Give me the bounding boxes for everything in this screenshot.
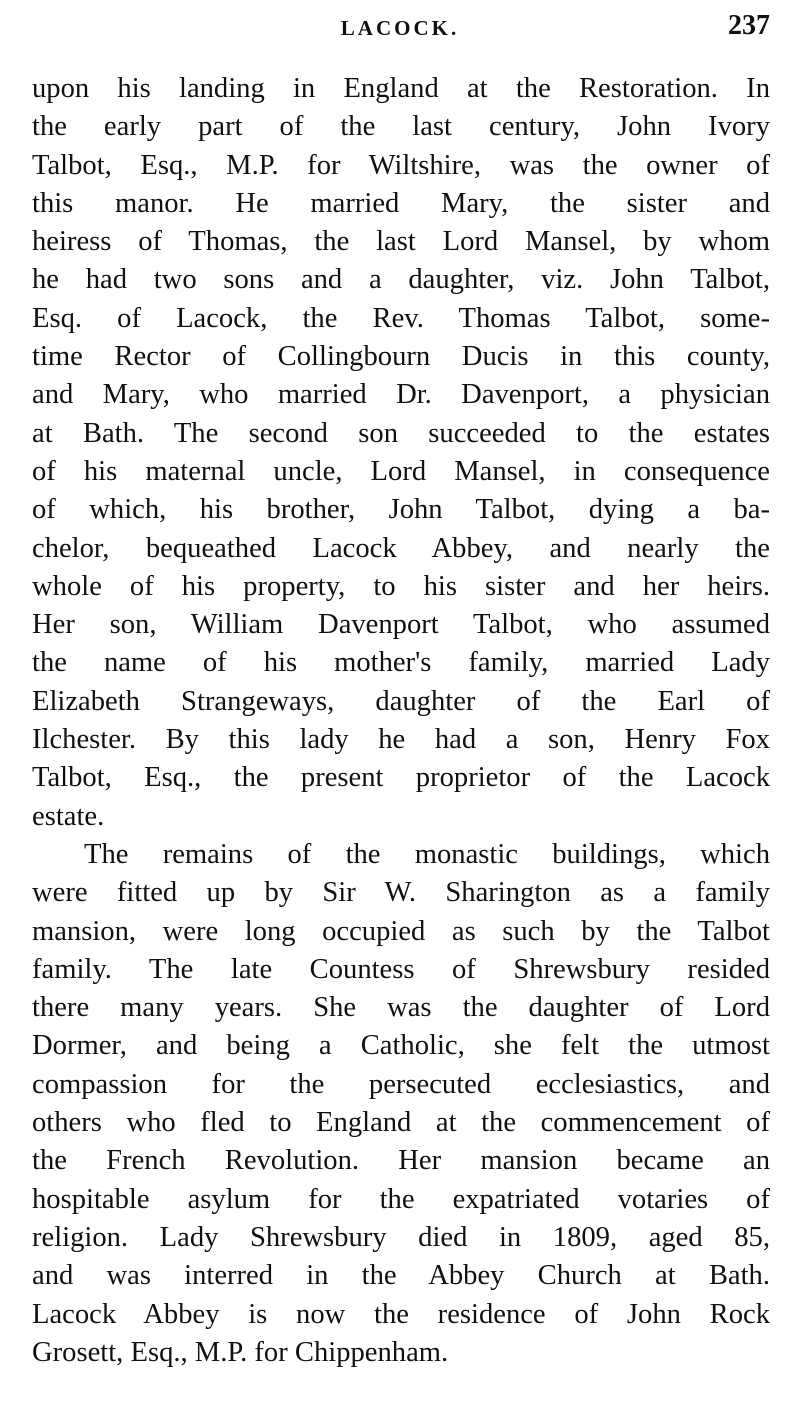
text-line: heiress of Thomas, the last Lord Mansel, by whom <box>32 226 770 258</box>
text-line: the early part of the last century, John Ivory <box>32 111 770 143</box>
text-line: were fitted up by Sir W. Sharington as a family <box>32 877 770 909</box>
text-line: he had two sons and a daughter, viz. John Talbot, <box>32 264 770 296</box>
text-line: mansion, were long occupied as such by the Talbot <box>32 915 770 947</box>
text-line: chelor, bequeathed Lacock Abbey, and nearly the <box>32 532 770 564</box>
text-line: Lacock Abbey is now the residence of John Rock <box>32 1298 770 1330</box>
text-line: Ilchester. By this lady he had a son, Henry Fox <box>32 724 770 756</box>
text-line: Elizabeth Strangeways, daughter of the Earl of <box>32 685 770 717</box>
text-line: estate. <box>32 800 105 832</box>
text-line: of his maternal uncle, Lord Mansel, in consequence <box>32 455 770 487</box>
text-line: and Mary, who married Dr. Davenport, a physician <box>32 379 770 411</box>
page-number: 237 <box>728 10 770 41</box>
running-title: LACOCK. <box>340 16 460 40</box>
text-line: whole of his property, to his sister and her heirs. <box>32 570 770 602</box>
text-line: this manor. He married Mary, the sister and <box>32 187 770 219</box>
page-header <box>0 8 800 48</box>
text-line: time Rector of Collingbourn Ducis in this county, <box>32 341 770 373</box>
text-line: there many years. She was the daughter of Lord <box>32 992 770 1024</box>
text-line: The remains of the monastic buildings, which <box>84 838 770 870</box>
text-line: the French Revolution. Her mansion became an <box>32 1145 770 1177</box>
text-line: of which, his brother, John Talbot, dying a ba- <box>32 494 770 526</box>
text-line: Her son, William Davenport Talbot, who assumed <box>32 609 770 641</box>
text-line: and was interred in the Abbey Church at Bath. <box>32 1260 770 1292</box>
text-line: at Bath. The second son succeeded to the estates <box>32 417 770 449</box>
text-line: family. The late Countess of Shrewsbury resided <box>32 953 770 985</box>
paragraph-1 <box>32 70 770 836</box>
text-line: religion. Lady Shrewsbury died in 1809, aged 85, <box>32 1221 770 1253</box>
text-line: the name of his mother's family, married Lady <box>32 647 770 679</box>
text-line: others who fled to England at the commencement of <box>32 1107 770 1139</box>
text-line: hospitable asylum for the expatriated votaries of <box>32 1183 770 1215</box>
body-text <box>32 70 770 1372</box>
text-line: Talbot, Esq., the present proprietor of the Lacock <box>32 762 770 794</box>
text-line: compassion for the persecuted ecclesiastics, and <box>32 1068 770 1100</box>
paragraph-2 <box>32 836 770 1372</box>
text-line: Talbot, Esq., M.P. for Wiltshire, was the owner of <box>32 149 770 181</box>
text-line: upon his landing in England at the Restoration. In <box>32 73 770 104</box>
text-line: Dormer, and being a Catholic, she felt the utmost <box>32 1030 770 1062</box>
text-line: Esq. of Lacock, the Rev. Thomas Talbot, some- <box>32 302 770 334</box>
text-line: Grosett, Esq., M.P. for Chippenham. <box>32 1336 449 1368</box>
